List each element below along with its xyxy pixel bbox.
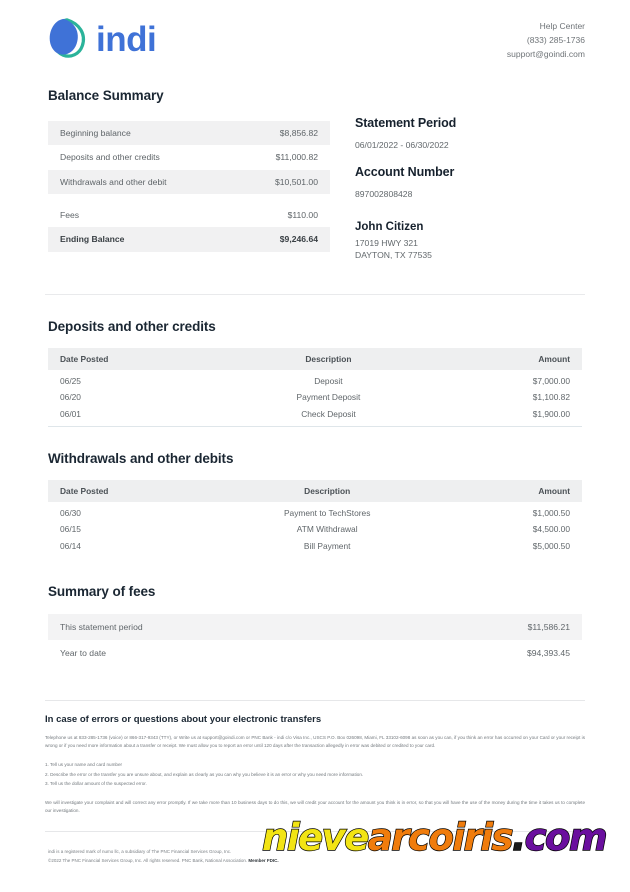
row-amount: $8,856.82 <box>233 121 330 145</box>
table-header-row <box>48 480 582 502</box>
statement-period-value: 06/01/2022 - 06/30/2022 <box>355 140 449 151</box>
row-label: Year to date <box>60 647 107 658</box>
table-spacer-row <box>48 194 330 203</box>
disclosure-paragraph-2: We will investigate your complaint and will correct any error promptly. If we take more than 10 business days to do this, we will credit your account for the amount you think is in error, so that you will have the use of the money during the time it takes us to complete our investigation. <box>45 799 585 814</box>
cell-amount: $1,100.82 <box>532 392 570 403</box>
cell-description: ATM Withdrawal <box>296 524 358 535</box>
row-amount: $11,000.82 <box>275 152 318 163</box>
balance-summary-title: Balance Summary <box>48 88 164 104</box>
customer-address <box>355 237 582 262</box>
cell-description: Payment Deposit <box>296 392 361 403</box>
row-amount: $94,393.45 <box>526 647 570 658</box>
table-header-row <box>48 348 582 370</box>
section-divider <box>45 294 585 295</box>
disclosure-steps-list <box>45 760 585 789</box>
balance-summary-block <box>48 88 330 262</box>
disclosure-step-2: 2. Describe the error or the transfer you are unsure about, and explain as clearly as you can why you believe it is an error or why you need more information. <box>45 771 364 777</box>
account-number-value: 897002808428 <box>355 188 413 199</box>
column-header-description: Description <box>206 480 448 502</box>
balance-summary-table <box>48 121 330 252</box>
column-header-description: Description <box>223 348 435 370</box>
table-row <box>48 121 330 145</box>
watermark-part-2: arcoiris <box>367 816 513 859</box>
fees-title: Summary of fees <box>48 583 156 599</box>
row-amount: $9,246.64 <box>233 227 330 251</box>
table-row <box>48 522 582 538</box>
brand-logo <box>48 16 156 60</box>
cell-date: 06/25 <box>60 375 81 386</box>
disclosure-paragraph-1: Telephone us at 833-285-1736 (voice) or 866-317-9343 (TTY), or Write us at support@goindi.com or PNC Bank - indi c/o Visa Inc., USCS P.O. Box 026098, Miami, FL 33102-6098 as soon as you can, if you think an error has occurred on your Card or your receipt is wrong or if you need more information about a transfer or receipt. We must allow you to report an error until 120 days after the transaction allegedly in error was debited or credited to your card. <box>45 734 585 749</box>
page-footer <box>48 848 279 866</box>
watermark-dot: . <box>512 816 525 859</box>
disclosure-title: In case of errors or questions about your electronic transfers <box>45 713 322 725</box>
brand-name: indi <box>96 19 157 59</box>
statement-period-title: Statement Period <box>355 116 457 131</box>
column-header-amount: Amount <box>434 348 582 370</box>
address-line-1: 17019 HWY 321 <box>355 237 418 248</box>
disclosure-divider <box>45 700 585 701</box>
fees-table <box>48 614 582 666</box>
fees-section <box>0 584 630 666</box>
header-contact-info <box>507 16 585 61</box>
help-center-label: Help Center <box>539 21 585 31</box>
footer-line-2 <box>48 857 279 866</box>
row-amount: $11,586.21 <box>376 614 582 640</box>
account-number-title: Account Number <box>355 164 455 179</box>
address-line-2: DAYTON, TX 77535 <box>355 250 432 261</box>
footer-copyright: ©2022 The PNC Financial Services Group, Inc. All rights reserved. PNC Bank, National Association. <box>48 858 249 864</box>
table-row <box>48 614 582 640</box>
table-row <box>48 538 582 558</box>
site-watermark <box>262 816 607 859</box>
column-header-date: Date Posted <box>48 480 206 502</box>
row-label: Fees <box>60 209 80 220</box>
support-phone: (833) 285-1736 <box>526 35 585 46</box>
table-row <box>48 145 330 169</box>
watermark-part-4: com <box>524 816 607 859</box>
withdrawals-table <box>48 480 582 558</box>
table-row <box>48 170 330 194</box>
cell-date: 06/01 <box>60 408 81 419</box>
cell-date: 06/14 <box>60 540 81 551</box>
member-fdic-label: Member FDIC. <box>248 858 279 864</box>
row-label: Withdrawals and other debit <box>48 170 233 194</box>
customer-name: John Citizen <box>355 220 424 233</box>
cell-amount: $7,000.00 <box>532 375 570 386</box>
column-header-date: Date Posted <box>48 348 223 370</box>
row-label: Deposits and other credits <box>60 152 160 163</box>
deposits-section <box>0 319 630 427</box>
table-row <box>48 370 582 390</box>
withdrawals-section <box>0 451 630 558</box>
disclosure-step-1: 1. Tell us your name and card number <box>45 761 123 767</box>
footer-line-1: indi is a registered mark of numo llc, a subsidiary of The PNC Financial Services Group, Inc. <box>48 849 232 855</box>
disclosure-step-3: 3. Tell us the dollar amount of the suspected error. <box>45 781 147 787</box>
page-header <box>0 0 630 61</box>
support-email: support@goindi.com <box>506 49 585 60</box>
cell-amount: $4,500.00 <box>532 524 570 535</box>
cell-description: Deposit <box>314 375 343 386</box>
table-row <box>48 640 582 666</box>
table-row <box>48 406 582 426</box>
table-row <box>48 502 582 522</box>
watermark-part-1: nieve <box>262 816 368 859</box>
table-row <box>48 227 330 251</box>
summary-content <box>0 88 630 262</box>
cell-date: 06/20 <box>60 392 81 403</box>
table-row <box>48 390 582 406</box>
row-amount: $10,501.00 <box>233 170 330 194</box>
row-label: This statement period <box>48 614 376 640</box>
cell-date: 06/15 <box>60 524 81 535</box>
deposits-table <box>48 348 582 427</box>
cell-description: Bill Payment <box>303 540 351 551</box>
withdrawals-title: Withdrawals and other debits <box>48 450 234 466</box>
cell-date: 06/30 <box>60 507 81 518</box>
table-row <box>48 203 330 227</box>
deposits-title: Deposits and other credits <box>48 318 216 334</box>
cell-description: Payment to TechStores <box>283 507 371 518</box>
cell-amount: $5,000.50 <box>532 540 570 551</box>
row-amount: $110.00 <box>287 209 318 220</box>
cell-amount: $1,000.50 <box>532 507 570 518</box>
disclosure-section <box>0 714 630 816</box>
column-header-amount: Amount <box>448 480 582 502</box>
leaf-logo-icon <box>48 16 90 60</box>
cell-amount: $1,900.00 <box>532 408 570 419</box>
statement-info-block <box>330 88 582 262</box>
row-label: Beginning balance <box>48 121 233 145</box>
cell-description: Check Deposit <box>301 408 356 419</box>
row-label: Ending Balance <box>48 227 233 251</box>
